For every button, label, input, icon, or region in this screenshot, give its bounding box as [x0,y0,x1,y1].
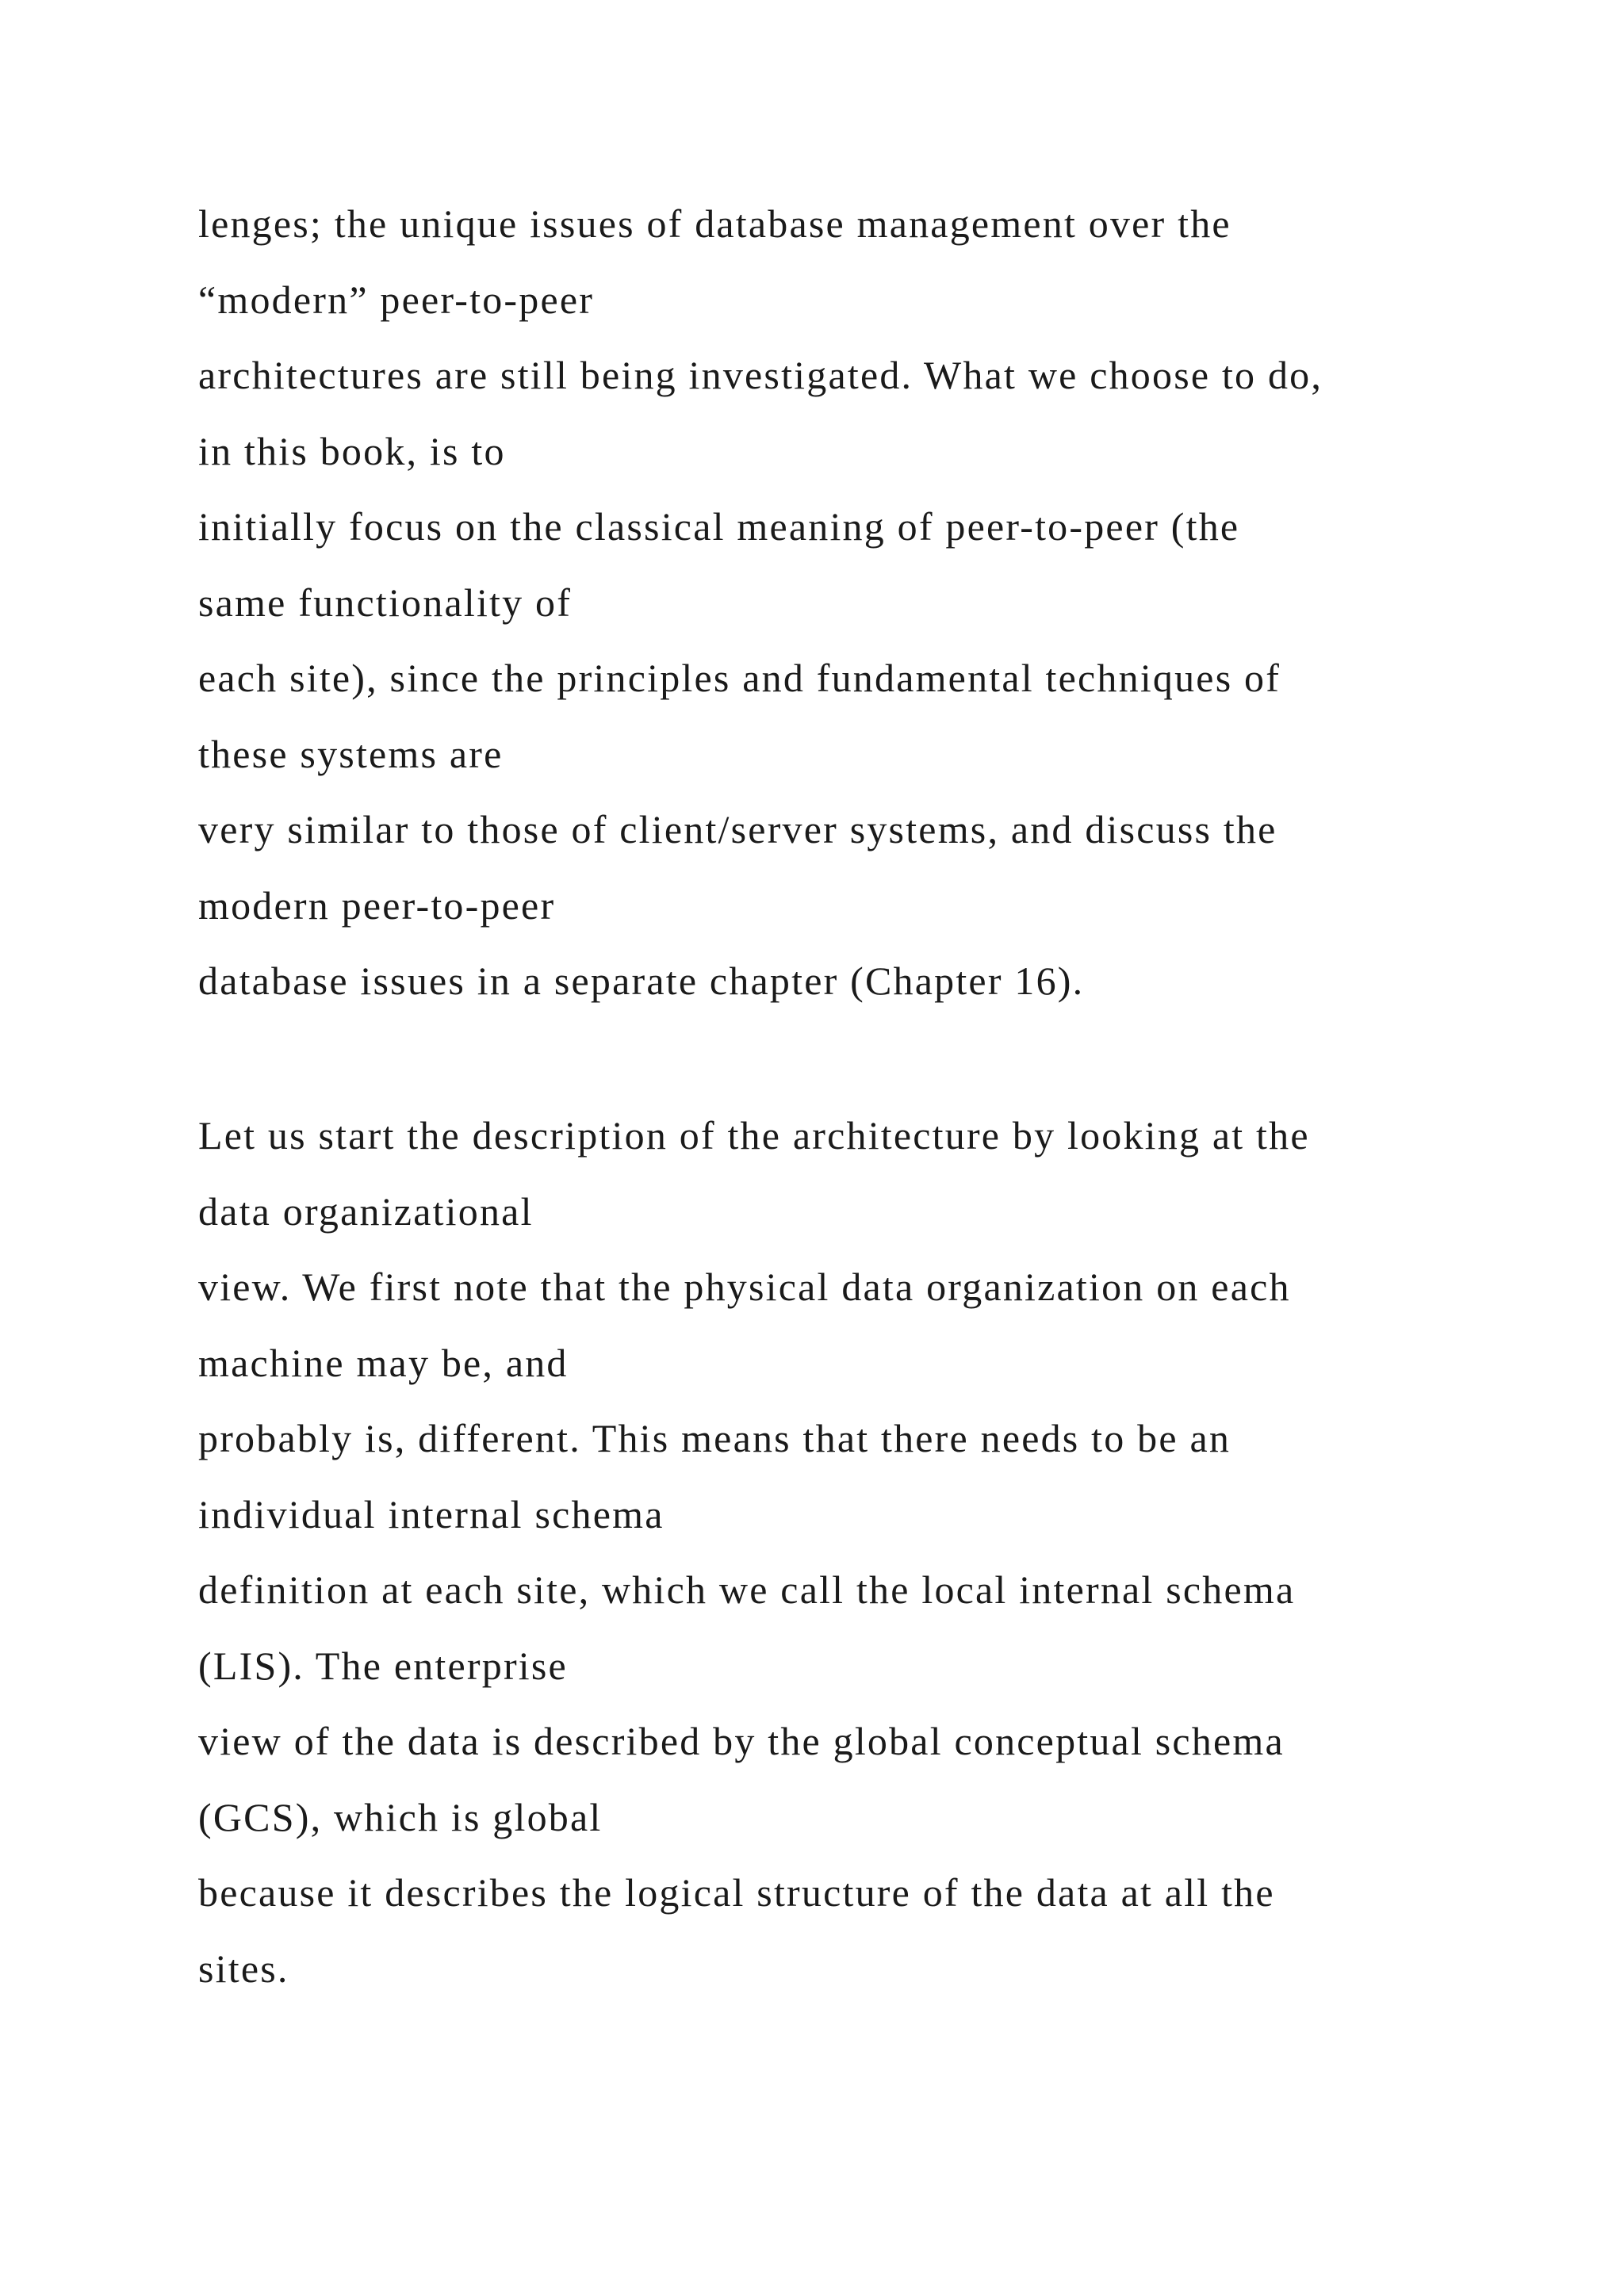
text-line: definition at each site, which we call the local internal schema [198,1567,1296,1612]
text-line: initially focus on the classical meaning of peer-to-peer (the [198,504,1240,549]
paragraph-2 [198,1098,1546,2007]
text-line: (GCS), which is global [198,1794,603,1839]
text-line: probably is, different. This means that there needs to be an [198,1416,1231,1460]
text-line: architectures are still being investigated. What we choose to do, [198,353,1323,397]
text-line: modern peer-to-peer [198,882,556,928]
text-line: data organizational [198,1188,534,1234]
text-line: machine may be, and [198,1340,569,1385]
text-line: same functionality of [198,580,573,625]
text-line: (LIS). The enterprise [198,1643,568,1688]
text-line: individual internal schema [198,1491,665,1536]
text-line: view. We first note that the physical data organization on each [198,1265,1291,1309]
text-line: view of the data is described by the global conceptual schema [198,1719,1285,1763]
text-line: because it describes the logical structure of the data at all the [198,1870,1275,1915]
text-line: Let us start the description of the architecture by looking at the [198,1113,1310,1158]
text-line: each site), since the principles and fundamental techniques of [198,656,1281,700]
text-line: these systems are [198,731,504,776]
text-line: “modern” peer-to-peer [198,277,595,322]
text-line: in this book, is to [198,428,506,473]
text-line: lenges; the unique issues of database management over the [198,201,1231,246]
text-line: database issues in a separate chapter (Chapter 16). [198,959,1085,1003]
paragraph-1 [198,186,1546,1020]
text-line: very similar to those of client/server systems, and discuss the [198,807,1277,851]
text-line: sites. [198,1946,289,1991]
